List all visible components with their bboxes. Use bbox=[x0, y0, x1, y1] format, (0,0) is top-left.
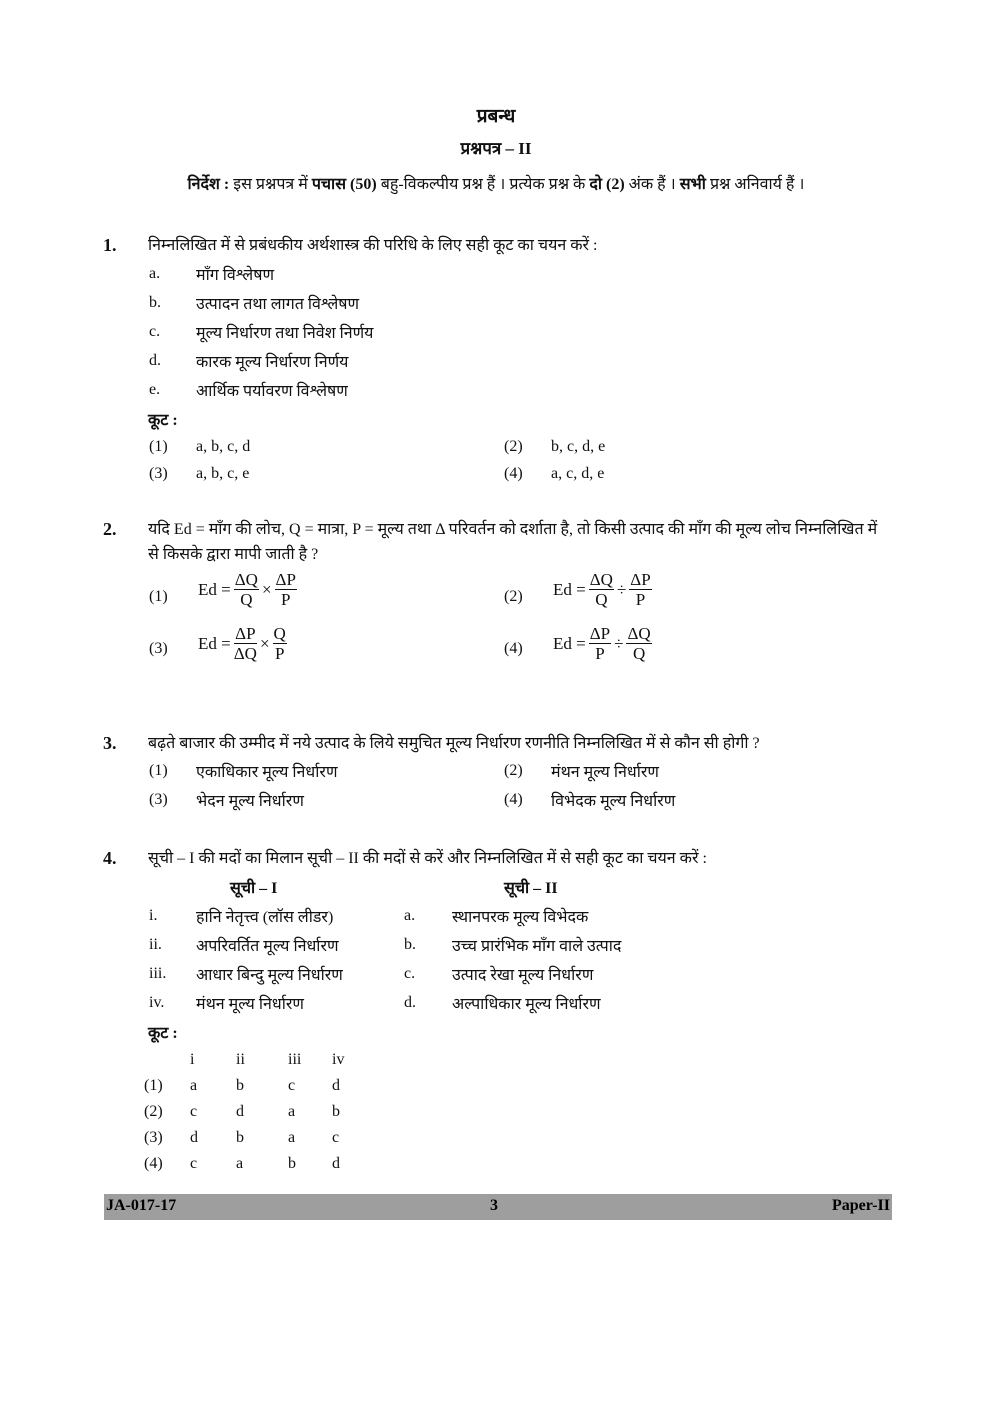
fraction: $\frac{\Delta P}{\Delta Q}$ bbox=[233, 624, 257, 663]
option-number: (1) bbox=[144, 1077, 163, 1094]
code-cell: c bbox=[332, 1129, 340, 1146]
list-1-label: iii. bbox=[149, 965, 167, 982]
option-number: (2) bbox=[504, 588, 523, 605]
instructions-label: निर्देश : bbox=[187, 176, 230, 193]
fraction: $\frac{Q}{P}$ bbox=[273, 624, 286, 663]
formula: Ed = $\frac{\Delta Q}{Q}$ ÷ $\frac{\Delta P}{P}$ bbox=[553, 570, 651, 609]
paper-label: Paper-II bbox=[831, 1197, 890, 1214]
code-row bbox=[144, 1073, 372, 1099]
item-text: माँग विश्लेषण bbox=[196, 267, 275, 284]
fraction: $\frac{\Delta Q}{Q}$ bbox=[627, 624, 651, 663]
list-1-item: अपरिवर्तित मूल्य निर्धारण bbox=[196, 938, 339, 955]
option-number: (3) bbox=[149, 465, 168, 482]
code-label: कूट : bbox=[148, 412, 178, 429]
list-2-item: स्थानपरक मूल्य विभेदक bbox=[452, 909, 589, 926]
fraction: $\frac{\Delta P}{P}$ bbox=[630, 570, 651, 609]
code-row bbox=[144, 1151, 372, 1177]
list-1-item: हानि नेतृत्त्व (लॉस लीडर) bbox=[196, 909, 334, 926]
option-number: (4) bbox=[144, 1155, 163, 1172]
page-footer bbox=[104, 1194, 892, 1220]
code-cell: a bbox=[288, 1129, 296, 1146]
list-2-title: सूची – II bbox=[504, 880, 558, 897]
option-text: मंथन मूल्य निर्धारण bbox=[551, 764, 659, 781]
option-number: (2) bbox=[504, 438, 523, 455]
list-2-label: c. bbox=[404, 965, 416, 982]
option-number: (3) bbox=[149, 640, 168, 657]
list-1-item: मंथन मूल्य निर्धारण bbox=[196, 996, 304, 1013]
list-2-item: उत्पाद रेखा मूल्य निर्धारण bbox=[452, 967, 594, 984]
option-number: (1) bbox=[149, 762, 168, 779]
code-cell: a bbox=[236, 1155, 244, 1172]
item-label: c. bbox=[149, 323, 161, 340]
item-label: b. bbox=[149, 294, 161, 311]
list-1-title: सूची – I bbox=[230, 880, 278, 897]
question-number: 2. bbox=[103, 519, 117, 539]
option-text: विभेदक मूल्य निर्धारण bbox=[551, 793, 676, 810]
list-2-item: उच्च प्रारंभिक माँग वाले उत्पाद bbox=[452, 938, 622, 955]
item-text: कारक मूल्य निर्धारण निर्णय bbox=[196, 354, 349, 371]
question-text: बढ़ते बाजार की उम्मीद में नये उत्पाद के लिये समुचित मूल्य निर्धारण रणनीति निम्नलिखित में से कौन सी होगी ? bbox=[148, 735, 760, 752]
list-2-item: अल्पाधिकार मूल्य निर्धारण bbox=[452, 996, 601, 1013]
code-cell: b bbox=[236, 1077, 244, 1094]
question-text: यदि Ed = माँग की लोच, Q = मात्रा, P = मूल्य तथा Δ परिवर्तन को दर्शाता है, तो किसी उत्पाद की माँग की मूल्य लोच निम्नलिखित में से किसके द्वारा मापी जाती है ? bbox=[148, 521, 878, 563]
code-header: iii bbox=[288, 1051, 302, 1068]
option-text: a, c, d, e bbox=[551, 465, 605, 482]
option-text: एकाधिकार मूल्य निर्धारण bbox=[196, 764, 338, 781]
code-cell: b bbox=[288, 1155, 296, 1172]
question-number: 1. bbox=[103, 235, 117, 255]
code-header: iv bbox=[332, 1051, 345, 1068]
item-text: उत्पादन तथा लागत विश्लेषण bbox=[196, 296, 360, 313]
code-cell: d bbox=[332, 1155, 340, 1172]
code-cell: d bbox=[190, 1129, 198, 1146]
page-number: 3 bbox=[490, 1197, 498, 1214]
answer-code-table bbox=[144, 1047, 372, 1177]
fraction: $\frac{\Delta P}{P}$ bbox=[589, 624, 611, 663]
question-text: निम्नलिखित में से प्रबंधकीय अर्थशास्त्र की परिधि के लिए सही कूट का चयन करें : bbox=[148, 237, 598, 254]
code-cell: c bbox=[288, 1077, 296, 1094]
paper-code: JA-017-17 bbox=[106, 1197, 177, 1214]
code-header: ii bbox=[236, 1051, 245, 1068]
code-cell: c bbox=[190, 1103, 198, 1120]
option-text: b, c, d, e bbox=[551, 438, 606, 455]
question-number: 4. bbox=[103, 848, 117, 868]
question-number: 3. bbox=[103, 733, 117, 753]
code-header-row bbox=[144, 1047, 372, 1073]
code-cell: c bbox=[190, 1155, 198, 1172]
item-label: a. bbox=[149, 265, 161, 282]
option-number: (2) bbox=[144, 1103, 163, 1120]
list-1-item: आधार बिन्दु मूल्य निर्धारण bbox=[196, 967, 343, 984]
list-2-label: b. bbox=[404, 936, 416, 953]
list-1-label: iv. bbox=[149, 994, 165, 1011]
code-cell: a bbox=[190, 1077, 198, 1094]
code-cell: a bbox=[288, 1103, 296, 1120]
formula: Ed = $\frac{\Delta P}{\Delta Q}$ × $\frac{Q}{P}$ bbox=[198, 624, 286, 663]
page-title: प्रबन्ध bbox=[476, 106, 516, 127]
option-number: (4) bbox=[504, 640, 523, 657]
option-number: (2) bbox=[504, 762, 523, 779]
code-cell: b bbox=[236, 1129, 244, 1146]
code-cell: d bbox=[332, 1077, 340, 1094]
option-number: (1) bbox=[149, 588, 168, 605]
option-text: a, b, c, e bbox=[196, 465, 250, 482]
fraction: $\frac{\Delta P}{P}$ bbox=[275, 570, 296, 609]
option-number: (1) bbox=[149, 438, 168, 455]
code-row bbox=[144, 1099, 372, 1125]
question-text: सूची – I की मदों का मिलान सूची – II की मदों से करें और निम्नलिखित में से सही कूट का चयन करें : bbox=[148, 850, 707, 867]
list-1-label: ii. bbox=[149, 936, 162, 953]
code-cell: d bbox=[236, 1103, 244, 1120]
option-number: (3) bbox=[144, 1129, 163, 1146]
option-text: a, b, c, d bbox=[196, 438, 251, 455]
list-1-label: i. bbox=[149, 907, 158, 924]
item-text: मूल्य निर्धारण तथा निवेश निर्णय bbox=[196, 325, 374, 342]
code-label: कूट : bbox=[148, 1025, 178, 1042]
option-number: (3) bbox=[149, 791, 168, 808]
option-text: भेदन मूल्य निर्धारण bbox=[196, 793, 304, 810]
code-header: i bbox=[190, 1051, 195, 1068]
fraction: $\frac{\Delta Q}{Q}$ bbox=[589, 570, 613, 609]
fraction: $\frac{\Delta Q}{Q}$ bbox=[234, 570, 258, 609]
item-label: d. bbox=[149, 352, 161, 369]
item-text: आर्थिक पर्यावरण विश्लेषण bbox=[196, 383, 348, 400]
item-label: e. bbox=[149, 381, 161, 398]
formula: Ed = $\frac{\Delta Q}{Q}$ × $\frac{\Delta P}{P}$ bbox=[198, 570, 296, 609]
formula: Ed = $\frac{\Delta P}{P}$ ÷ $\frac{\Delta Q}{Q}$ bbox=[553, 624, 651, 663]
code-row bbox=[144, 1125, 372, 1151]
instructions: निर्देश : इस प्रश्नपत्र में पचास (50) बहु-विकल्पीय प्रश्न हैं । प्रत्येक प्रश्न के दो (2) अंक हैं । सभी प्रश्न अनिवार्य हैं । bbox=[187, 176, 805, 193]
paper-subtitle: प्रश्नपत्र – II bbox=[460, 139, 532, 158]
option-number: (4) bbox=[504, 465, 523, 482]
list-2-label: d. bbox=[404, 994, 416, 1011]
option-number: (4) bbox=[504, 791, 523, 808]
list-2-label: a. bbox=[404, 907, 416, 924]
code-cell: b bbox=[332, 1103, 340, 1120]
